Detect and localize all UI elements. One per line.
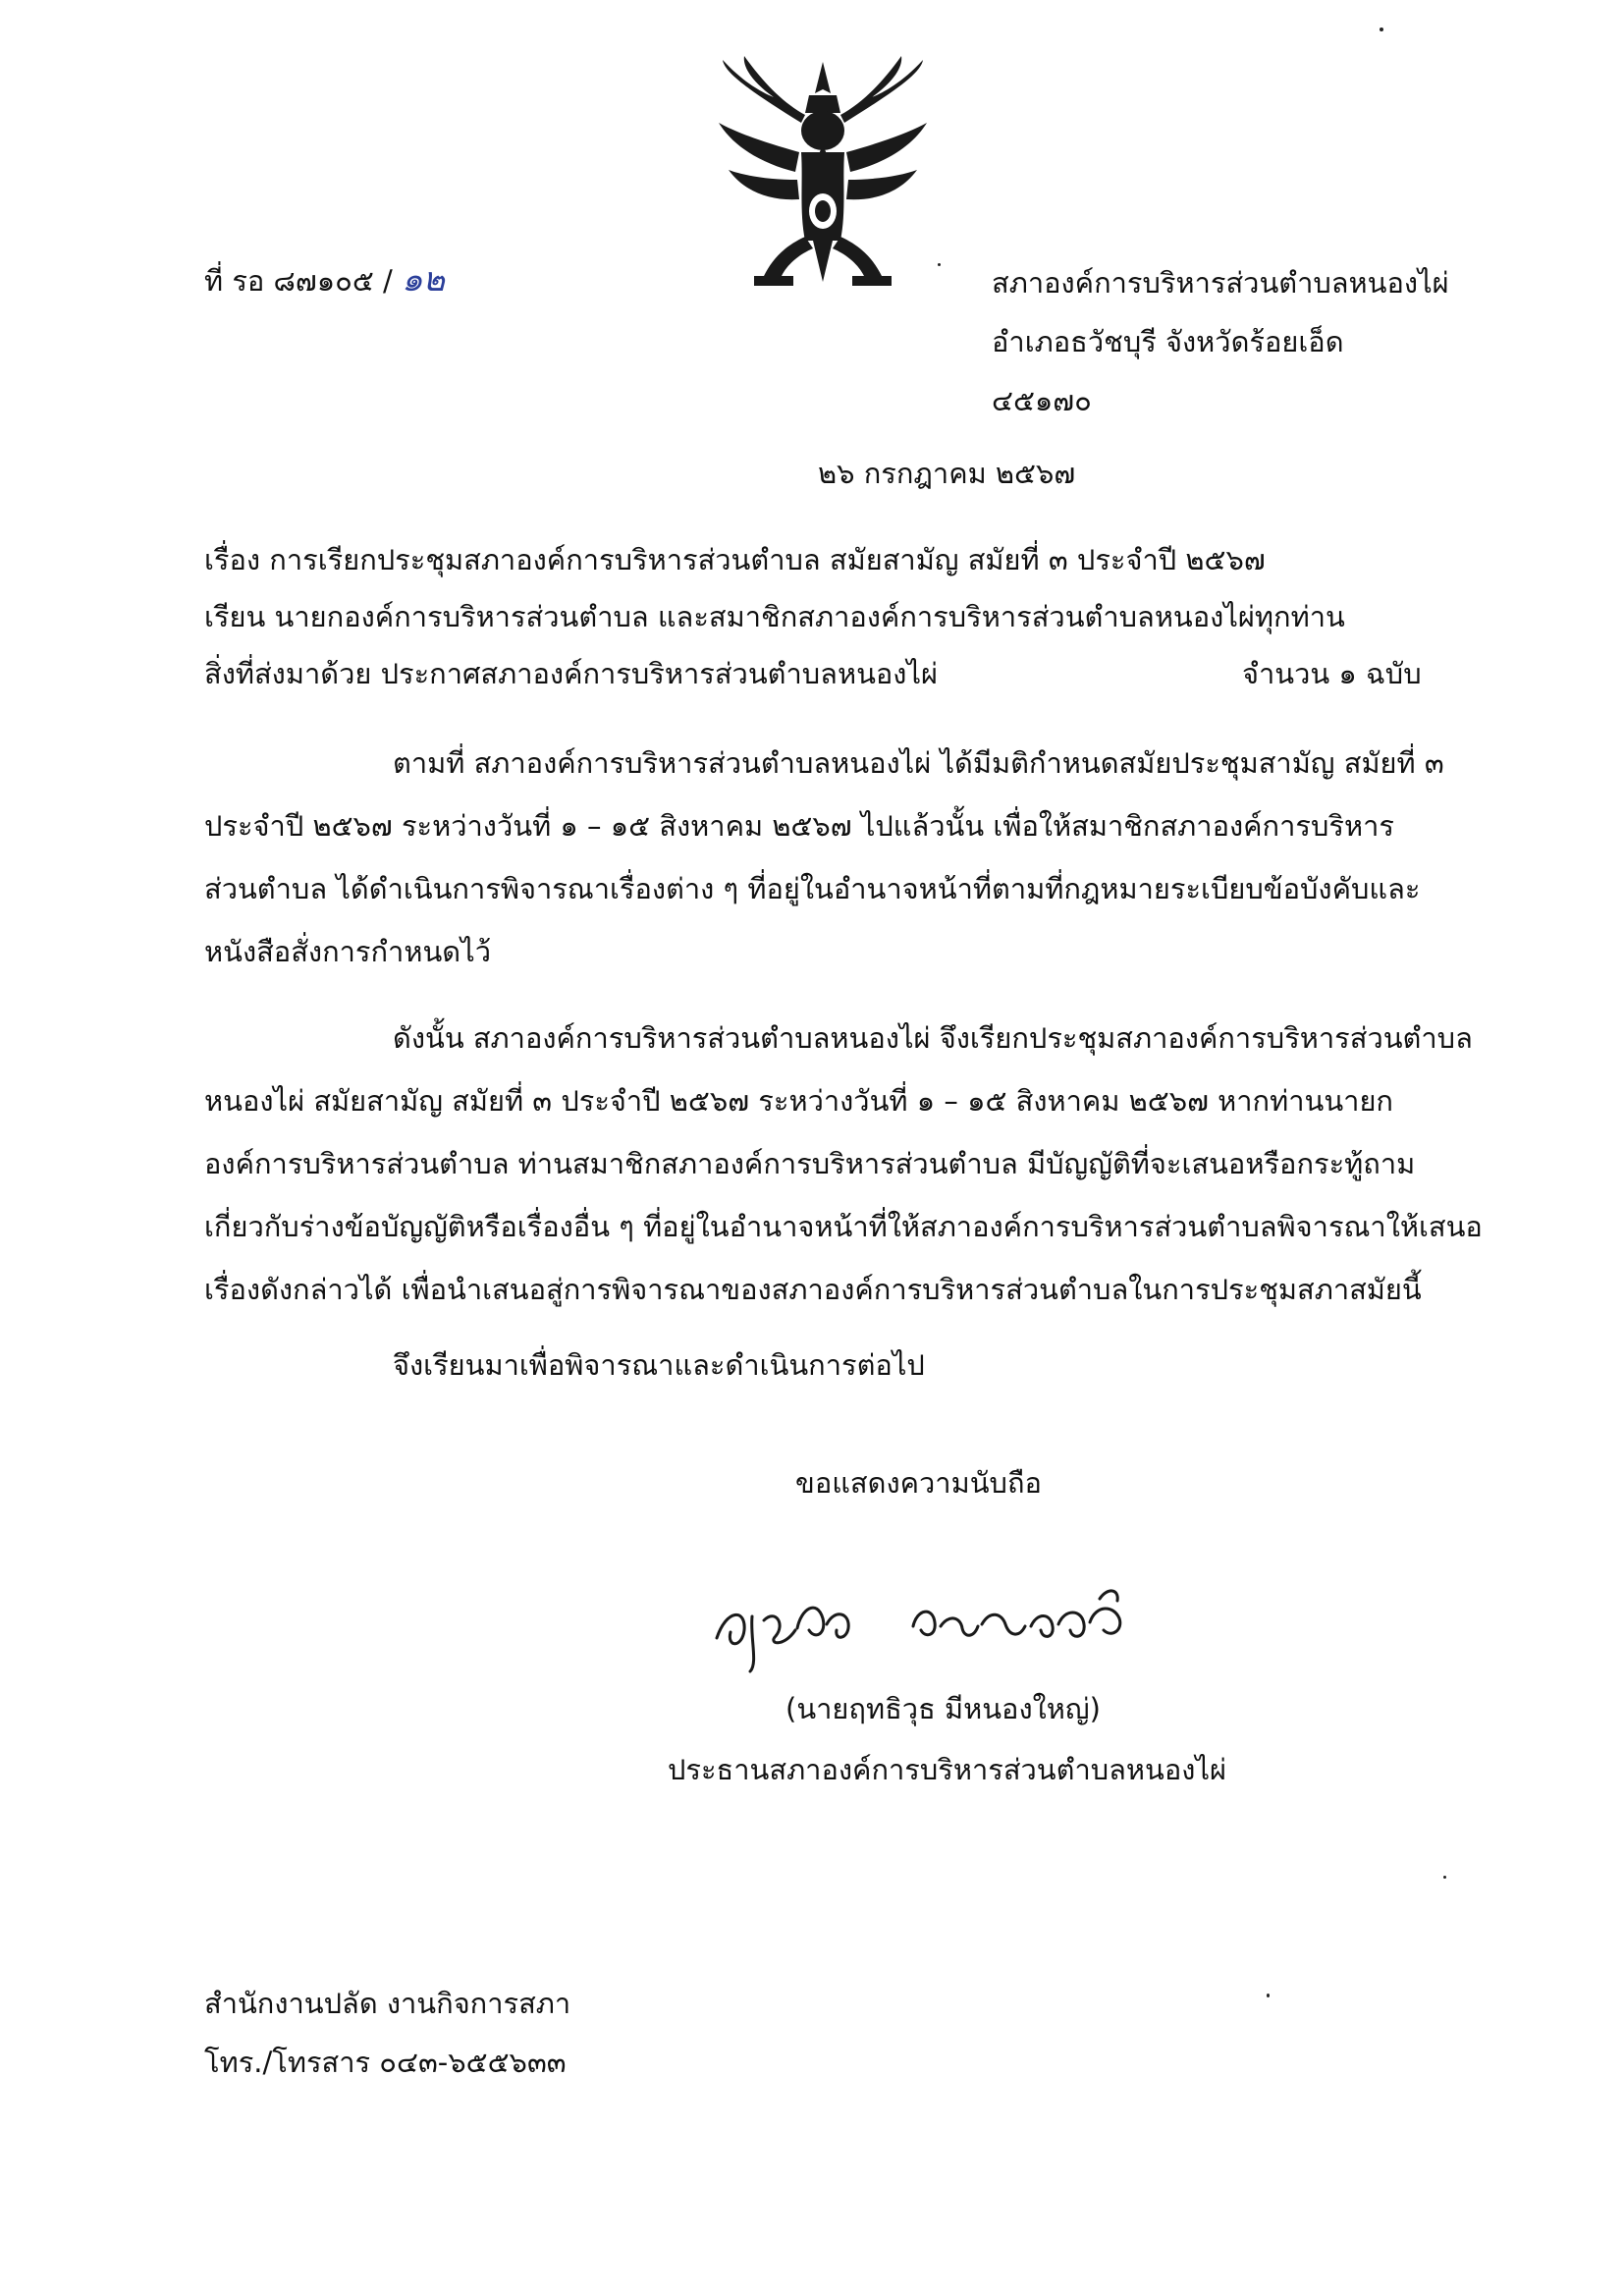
paragraph-2-line: องค์การบริหารส่วนตำบล ท่านสมาชิกสภาองค์การบริหารส่วนตำบล มีบัญญัติที่จะเสนอหรือกระทู้ถาม [204, 1147, 1416, 1180]
subject-text: การเรียกประชุมสภาองค์การบริหารส่วนตำบล สมัยสามัญ สมัยที่ ๓ ประจำปี ๒๕๖๗ [269, 543, 1266, 576]
scan-speck [938, 263, 941, 266]
signer-position: ประธานสภาองค์การบริหารส่วนตำบลหนองไผ่ [668, 1753, 1227, 1786]
handwritten-signature [707, 1569, 1198, 1677]
subject-label: เรื่อง [204, 543, 261, 576]
letter-date: ๒๖ กรกฎาคม ๒๕๖๗ [818, 457, 1076, 490]
signer-name: (นายฤทธิวุธ มีหนองใหญ่) [785, 1692, 1101, 1725]
paragraph-2-line: เกี่ยวกับร่างข้อบัญญัติหรือเรื่องอื่น ๆ ที่อยู่ในอำนาจหน้าที่ให้สภาองค์การบริหารส่วนตำบลพิจารณาให้เสนอ [204, 1210, 1483, 1243]
organization-postcode: ๔๕๑๗๐ [992, 384, 1092, 417]
scan-speck [1380, 27, 1383, 31]
footer-office: สำนักงานปลัด งานกิจการสภา [204, 1987, 571, 2020]
footer-phone: โทร./โทรสาร ๐๔๓-๖๕๕๖๓๓ [204, 2046, 567, 2079]
closing-request: จึงเรียนมาเพื่อพิจารณาและดำเนินการต่อไป [393, 1348, 925, 1382]
recipient-label: เรียน [204, 600, 266, 633]
garuda-emblem-icon [715, 54, 931, 290]
scan-speck [1267, 1994, 1270, 1997]
paragraph-2-line: หนองไผ่ สมัยสามัญ สมัยที่ ๓ ประจำปี ๒๕๖๗ ระหว่างวันที่ ๑ – ๑๕ สิงหาคม ๒๕๖๗ หากท่านนายก [204, 1084, 1393, 1118]
reference-number [204, 260, 445, 301]
subject-line [204, 540, 1266, 579]
enclosure-label: สิ่งที่ส่งมาด้วย [204, 657, 372, 690]
recipient-line [204, 597, 1345, 636]
paragraph-2-line: ดังนั้น สภาองค์การบริหารส่วนตำบลหนองไผ่ จึงเรียกประชุมสภาองค์การบริหารส่วนตำบล [393, 1021, 1473, 1055]
enclosure-line [204, 654, 938, 693]
reference-prefix: ที่ รอ ๘๗๑๐๕ / [204, 264, 393, 298]
paragraph-1-line: ตามที่ สภาองค์การบริหารส่วนตำบลหนองไผ่ ได้มีมติกำหนดสมัยประชุมสามัญ สมัยที่ ๓ [393, 746, 1444, 780]
paragraph-2-line: เรื่องดังกล่าวได้ เพื่อนำเสนอสู่การพิจารณาของสภาองค์การบริหารส่วนตำบลในการประชุมสภาสมัยนี้ [204, 1273, 1422, 1306]
organization-district: อำเภอธวัชบุรี จังหวัดร้อยเอ็ด [992, 325, 1344, 358]
reference-handwritten-number: ๑๒ [402, 260, 445, 300]
recipient-text: นายกองค์การบริหารส่วนตำบล และสมาชิกสภาองค์การบริหารส่วนตำบลหนองไผ่ทุกท่าน [274, 600, 1345, 633]
enclosure-count: จำนวน ๑ ฉบับ [1242, 657, 1422, 690]
body-paragraph-1 [204, 732, 1444, 983]
organization-name: สภาองค์การบริหารส่วนตำบลหนองไผ่ [992, 266, 1449, 300]
paragraph-1-line: ประจำปี ๒๕๖๗ ระหว่างวันที่ ๑ – ๑๕ สิงหาคม ๒๕๖๗ ไปแล้วนั้น เพื่อให้สมาชิกสภาองค์การบริหาร [204, 809, 1394, 843]
salutation: ขอแสดงความนับถือ [795, 1466, 1042, 1500]
enclosure-text: ประกาศสภาองค์การบริหารส่วนตำบลหนองไผ่ [380, 657, 939, 690]
paragraph-1-line: ส่วนตำบล ได้ดำเนินการพิจารณาเรื่องต่าง ๆ ที่อยู่ในอำนาจหน้าที่ตามที่กฎหมายระเบียบข้อบังคับและ [204, 872, 1421, 905]
paragraph-1-line: หนังสือสั่งการกำหนดไว้ [204, 935, 491, 968]
scan-speck [1443, 1876, 1446, 1879]
body-paragraph-2 [204, 1007, 1483, 1321]
